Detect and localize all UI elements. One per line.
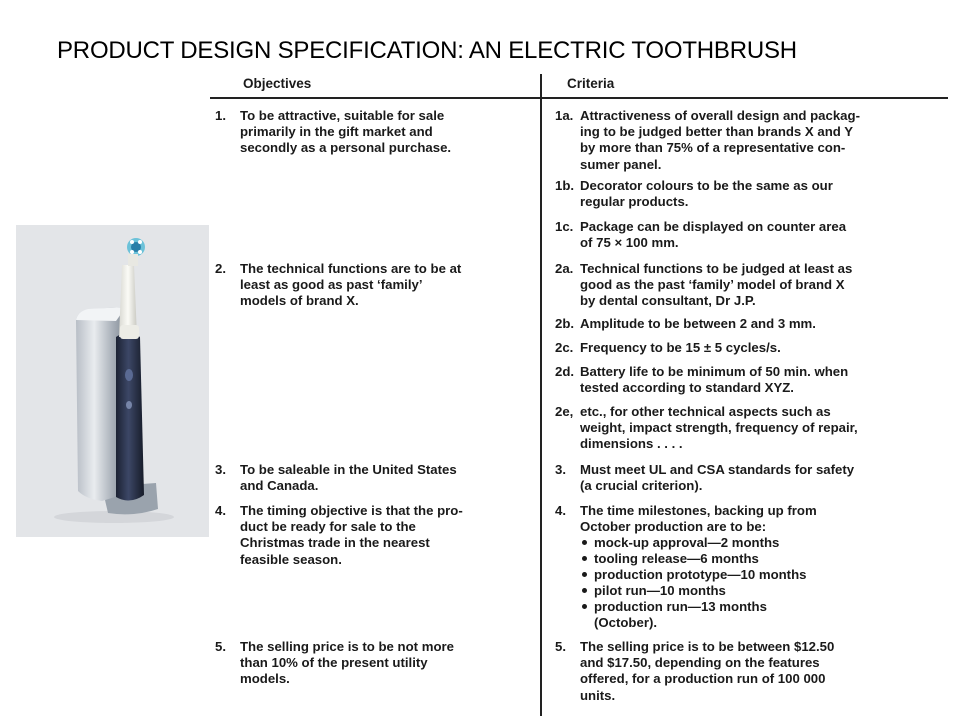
criterion-number: 2b. [555, 316, 575, 331]
milestone-item [582, 583, 726, 599]
criterion-text: The time milestones, backing up from October production are to be: [580, 503, 817, 535]
milestone-text: tooling release—6 months [594, 551, 759, 566]
criterion-number: 2a. [555, 261, 574, 276]
criterion-number: 1a. [555, 108, 574, 123]
milestone-text: production run—13 months (October). [594, 599, 767, 631]
objective-number: 5. [215, 639, 226, 654]
milestone-item [582, 599, 767, 631]
objective-text: The timing objective is that the pro- duct be ready for sale to the Christmas trade in the nearest feasible season. [240, 503, 463, 567]
criterion-text: Attractiveness of overall design and packag- ing to be judged better than brands X and Y by more than 75% of a representative con- sumer panel. [580, 108, 860, 172]
objective-number: 3. [215, 462, 226, 477]
milestone-item [582, 551, 759, 567]
bullet-icon [582, 556, 587, 561]
criterion-text: Amplitude to be between 2 and 3 mm. [580, 316, 816, 331]
column-divider [540, 74, 542, 716]
criterion-number: 2d. [555, 364, 575, 379]
milestone-text: pilot run—10 months [594, 583, 726, 598]
objective-number: 1. [215, 108, 226, 123]
criterion-text: Decorator colours to be the same as our regular products. [580, 178, 833, 210]
objective-text: To be saleable in the United States and Canada. [240, 462, 457, 494]
criterion-text: Technical functions to be judged at least as good as the past ‘family’ model of brand X by dental consultant, Dr J.P. [580, 261, 853, 309]
criterion-number: 4. [555, 503, 566, 518]
bullet-icon [582, 540, 587, 545]
criterion-text: Frequency to be 15 ± 5 cycles/s. [580, 340, 781, 355]
criterion-text: etc., for other technical aspects such as weight, impact strength, frequency of repair, dimensions . . . . [580, 404, 858, 452]
header-divider [210, 97, 948, 99]
specification-table [205, 72, 950, 720]
milestone-item [582, 535, 779, 551]
criteria-header: Criteria [567, 76, 615, 91]
objective-number: 4. [215, 503, 226, 518]
criterion-text: Battery life to be minimum of 50 min. when tested according to standard XYZ. [580, 364, 849, 396]
objective-text: To be attractive, suitable for sale primarily in the gift market and secondly as a personal purchase. [240, 108, 452, 156]
bullet-icon [582, 604, 587, 609]
milestone-item [582, 567, 806, 583]
criterion-number: 1c. [555, 219, 574, 234]
criterion-text: Must meet UL and CSA standards for safety (a crucial criterion). [580, 462, 855, 494]
criterion-text: The selling price is to be between $12.50 and $17.50, depending on the features offered, for a production run of 100 000 units. [580, 639, 835, 703]
criterion-text: Package can be displayed on counter area of 75 × 100 mm. [580, 219, 847, 251]
objectives-header: Objectives [243, 76, 312, 91]
slide-title: PRODUCT DESIGN SPECIFICATION: AN ELECTRIC TOOTHBRUSH [57, 37, 797, 64]
criterion-number: 3. [555, 462, 566, 477]
bullet-icon [582, 588, 587, 593]
bullet-icon [582, 572, 587, 577]
milestone-text: mock-up approval—2 months [594, 535, 780, 550]
criterion-number: 2e, [555, 404, 574, 419]
criterion-number: 2c. [555, 340, 574, 355]
criterion-number: 5. [555, 639, 566, 654]
toothbrush-photo [16, 225, 209, 537]
criterion-number: 1b. [555, 178, 575, 193]
milestone-text: production prototype—10 months [594, 567, 807, 582]
objective-number: 2. [215, 261, 226, 276]
toothbrush-illustration [16, 225, 209, 537]
objective-text: The technical functions are to be at least as good as past ‘family’ models of brand X. [240, 261, 462, 309]
objective-text: The selling price is to be not more than 10% of the present utility models. [240, 639, 454, 687]
